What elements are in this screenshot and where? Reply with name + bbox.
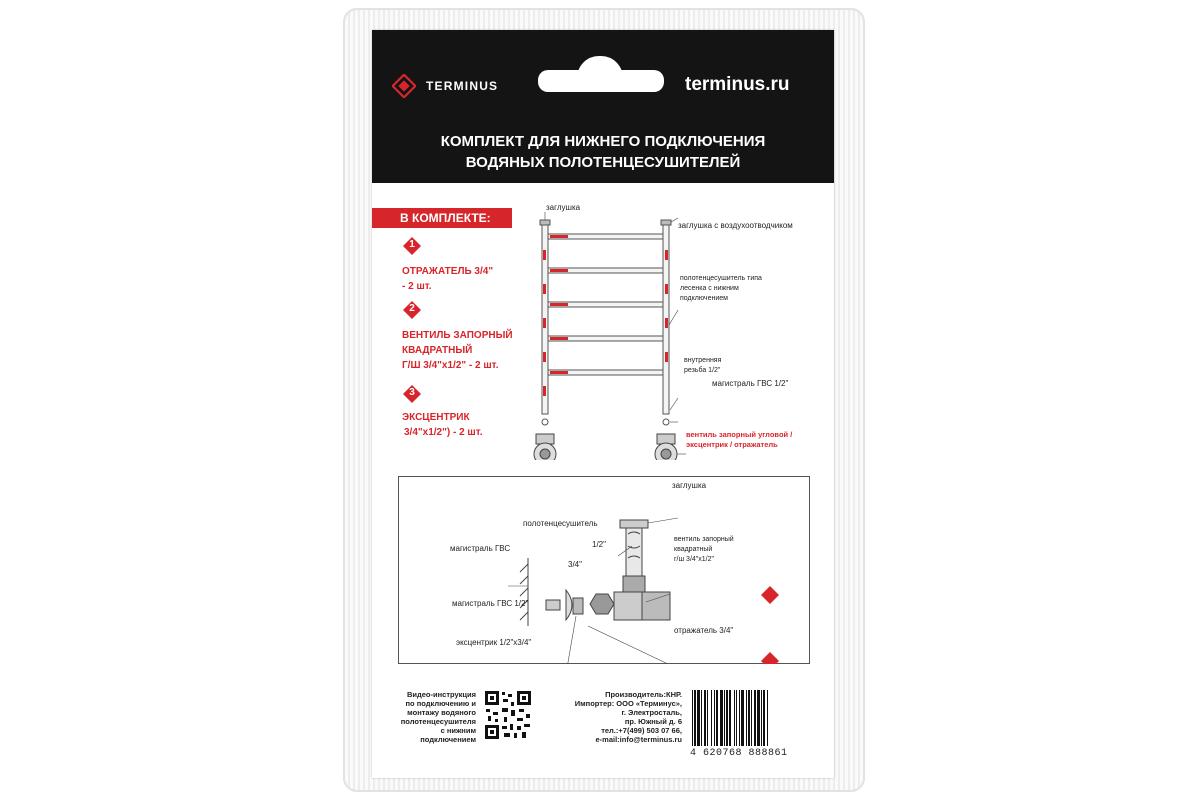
barcode-icon xyxy=(690,690,814,746)
label-rail-line1: полотенцесушитель типа xyxy=(680,275,762,282)
barcode-bar xyxy=(697,690,700,746)
barcode-bar xyxy=(726,690,728,746)
label-rail-type xyxy=(680,274,762,304)
valve-right xyxy=(655,434,677,460)
label-valve-set xyxy=(686,430,792,450)
d2-badge-2: 2 xyxy=(766,556,771,565)
badge-3-label: 3 xyxy=(409,387,415,398)
d2-badge-3: 3 xyxy=(435,640,440,649)
label-plug: заглушка xyxy=(546,203,581,212)
d2-label-reflector: отражатель 3/4" xyxy=(674,626,734,635)
label-thread-line1: внутренняя xyxy=(684,357,722,364)
maker-line-2: Импортер: ООО «Терминус», xyxy=(574,699,682,708)
d2-label-three-quarter: 3/4" xyxy=(568,560,582,569)
barcode-bar xyxy=(734,690,735,746)
barcode-bar xyxy=(741,690,744,746)
rail-left-cap xyxy=(540,220,550,225)
title-line-2: ВОДЯНЫХ ПОЛОТЕНЦЕСУШИТЕЛЕЙ xyxy=(465,154,741,171)
d2-valve-line3: г/ш 3/4"x1/2" xyxy=(674,556,714,563)
manufacturer-info xyxy=(562,690,682,744)
kit-heading: В КОМПЛЕКТЕ: xyxy=(400,211,491,225)
barcode-bar xyxy=(736,690,737,746)
d2-label-eccentric: эксцентрик 1/2"x3/4" xyxy=(456,638,532,647)
video-line-2: по подключению и xyxy=(405,699,476,708)
d2-label-valve xyxy=(674,535,734,565)
video-line-6: подключением xyxy=(420,735,476,744)
barcode-bar xyxy=(692,690,693,746)
valve-left xyxy=(534,434,556,460)
barcode-bar xyxy=(724,690,725,746)
d2-valve-line1: вентиль запорный xyxy=(674,536,734,543)
barcode-bar xyxy=(739,690,740,746)
label-rail-line3: подключением xyxy=(680,295,728,302)
kit-heading-banner xyxy=(372,208,512,228)
barcode-bar xyxy=(757,690,760,746)
terminus-logo-icon xyxy=(392,74,416,98)
brand-name: TERMINUS xyxy=(426,79,499,93)
barcode-bar xyxy=(754,690,756,746)
d2-badge-1: 1 xyxy=(766,622,771,631)
video-line-3: монтажу водяного xyxy=(407,708,476,717)
kit-item-3-line1: ЭКСЦЕНТРИК xyxy=(402,412,470,423)
barcode-number: 4 620768 888861 xyxy=(690,748,788,759)
barcode-bar xyxy=(767,690,768,746)
barcode-bar xyxy=(694,690,696,746)
label-thread-line2: резьба 1/2" xyxy=(684,367,721,374)
kit-item-2 xyxy=(402,328,513,373)
label-plug-air: заглушка с воздухоотводчиком xyxy=(678,221,793,230)
maker-line-6: e-mail:info@terminus.ru xyxy=(595,735,682,744)
barcode-bar xyxy=(720,690,723,746)
barcode-bar xyxy=(704,690,706,746)
video-line-4: полотенцесушителя xyxy=(400,717,476,726)
barcode-bar xyxy=(714,690,715,746)
kit-item-1 xyxy=(402,264,493,294)
kit-item-2-line3: Г/Ш 3/4"x1/2" - 2 шт. xyxy=(402,360,499,371)
maker-line-1: Производитель:КНР. xyxy=(605,690,682,699)
d2-label-main-half: магистраль ГВС 1/2" xyxy=(452,599,529,608)
barcode-bar xyxy=(761,690,762,746)
label-main-half: магистраль ГВС 1/2" xyxy=(712,379,789,388)
product-title xyxy=(372,131,834,173)
rail-right-cap xyxy=(661,220,671,225)
barcode-bar xyxy=(746,690,747,746)
badge-2-label: 2 xyxy=(409,303,415,314)
barcode-bar xyxy=(748,690,750,746)
towel-rail-diagram xyxy=(520,210,700,460)
kit-item-1-line2: - 2 шт. xyxy=(402,281,432,292)
video-line-1: Видео-инструкция xyxy=(406,690,476,699)
d2-label-plug: заглушка xyxy=(672,481,707,490)
kit-item-2-line2: КВАДРАТНЫЙ xyxy=(402,345,473,356)
kit-item-2-line1: ВЕНТИЛЬ ЗАПОРНЫЙ xyxy=(402,330,513,341)
maker-line-5: тел.:+7(499) 503 07 66, xyxy=(601,726,682,735)
product-card xyxy=(372,30,834,778)
label-rail-line2: лесенка с нижним xyxy=(680,285,739,292)
barcode-bar xyxy=(716,690,718,746)
label-valve-set-line1: вентиль запорный угловой / xyxy=(686,430,793,439)
maker-line-3: г. Электросталь, xyxy=(621,708,682,717)
label-thread xyxy=(684,356,721,376)
d2-label-half: 1/2" xyxy=(592,540,606,549)
maker-line-4: пр. Южный д. 6 xyxy=(624,717,682,726)
d2-label-rail: полотенцесушитель xyxy=(523,519,598,528)
label-valve-set-line2: эксцентрик / отражатель xyxy=(686,440,778,449)
badge-1-label: 1 xyxy=(409,239,415,250)
hang-slot xyxy=(538,70,664,92)
barcode-bar xyxy=(701,690,702,746)
barcode-bar xyxy=(711,690,712,746)
barcode-bar xyxy=(729,690,731,746)
qr-code-icon[interactable] xyxy=(484,690,532,740)
d2-label-main: магистраль ГВС xyxy=(450,544,511,553)
barcode-bar xyxy=(751,690,752,746)
kit-item-1-line1: ОТРАЖАТЕЛЬ 3/4" xyxy=(402,266,494,277)
video-line-5: с нижним xyxy=(440,726,476,735)
kit-item-3 xyxy=(402,410,483,440)
barcode-bar xyxy=(763,690,765,746)
brand-website: terminus.ru xyxy=(685,74,790,95)
barcode-bar xyxy=(707,690,708,746)
connection-detail-diagram xyxy=(398,476,810,664)
card-header xyxy=(372,30,834,183)
d2-valve-line2: квадратный xyxy=(674,546,713,553)
title-line-1: КОМПЛЕКТ ДЛЯ НИЖНЕГО ПОДКЛЮЧЕНИЯ xyxy=(440,133,766,150)
video-instruction-text xyxy=(390,690,476,744)
kit-item-3-line2: 3/4"x1/2") - 2 шт. xyxy=(404,427,483,438)
